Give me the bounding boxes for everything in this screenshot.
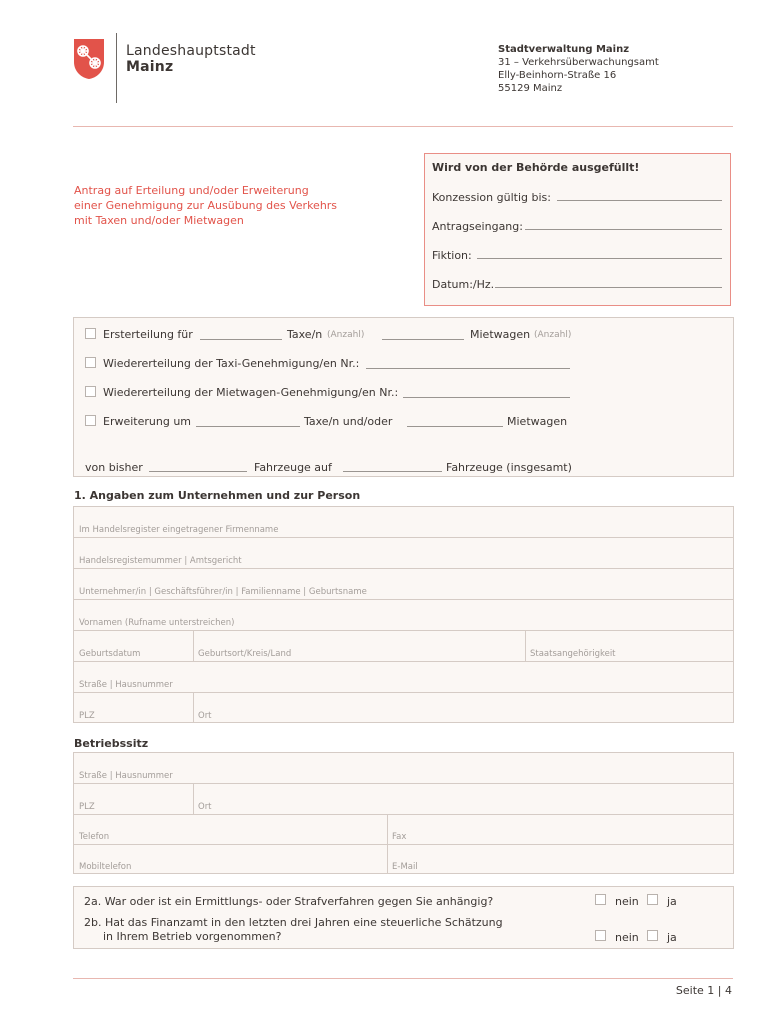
vehicles-mid-label: Fahrzeuge auf [254, 461, 332, 474]
grid-separator [74, 692, 733, 693]
renew-rental-checkbox[interactable] [85, 386, 96, 397]
authority-field-label: Datum:/Hz. [432, 278, 495, 291]
footer-rule [73, 978, 733, 979]
extension-checkbox[interactable] [85, 415, 96, 426]
grid-separator [74, 568, 733, 569]
license-valid-field[interactable] [557, 200, 722, 201]
page-number: Seite 1 | 4 [675, 984, 732, 997]
first-grant-checkbox[interactable] [85, 328, 96, 339]
first-names-field[interactable]: Vornamen (Rufname unterstreichen) [79, 618, 235, 628]
address-line: Elly-Beinhorn-Straße 16 [498, 70, 617, 81]
authority-field-label: Fiktion: [432, 249, 472, 262]
question-2a: 2a. War oder ist ein Ermittlungs- oder Strafverfahren gegen Sie anhängig? [84, 895, 494, 908]
vehicles-total-count-field[interactable] [343, 471, 442, 472]
date-initials-field[interactable] [495, 287, 722, 288]
section1-form-grid [73, 506, 734, 723]
business-seat-form-grid [73, 752, 734, 874]
fax-field[interactable]: Fax [392, 832, 407, 842]
form-title-line1: Antrag auf Erteilung und/oder Erweiterung [74, 184, 309, 197]
grid-separator [193, 783, 194, 814]
yes-label: ja [667, 895, 677, 908]
entrepreneur-name-field[interactable]: Unternehmer/in | Geschäftsführer/in | Familienname | Geburtsname [79, 587, 367, 597]
renew-taxi-label: Wiedererteilung der Taxi-Genehmigung/en Nr.: [103, 357, 360, 370]
authority-field-label: Antragseingang: [432, 220, 523, 233]
yes-label: ja [667, 931, 677, 944]
no-label: nein [615, 895, 639, 908]
application-receipt-field[interactable] [525, 229, 722, 230]
grid-separator [193, 630, 194, 661]
phone-field[interactable]: Telefon [79, 832, 110, 842]
section1-title: 1. Angaben zum Unternehmen und zur Person [74, 489, 361, 502]
grid-separator [74, 814, 733, 815]
email-field[interactable]: E-Mail [392, 862, 418, 872]
header-rule [73, 126, 733, 127]
renew-rental-label: Wiedererteilung der Mietwagen-Genehmigung/en Nr.: [103, 386, 399, 399]
renew-rental-number-field[interactable] [403, 397, 570, 398]
authority-field-label: Konzession gültig bis: [432, 191, 551, 204]
renew-taxi-checkbox[interactable] [85, 357, 96, 368]
zip-field[interactable]: PLZ [79, 711, 95, 721]
nationality-field[interactable]: Staatsangehörigkeit [530, 649, 616, 659]
header-divider [116, 33, 117, 103]
street-field[interactable]: Straße | Hausnummer [79, 680, 173, 690]
register-number-field[interactable]: Handelsregistemummer | Amtsgericht [79, 556, 242, 566]
grid-separator [387, 814, 388, 874]
count-hint: (Anzahl) [534, 330, 572, 340]
grid-separator [74, 661, 733, 662]
business-zip-field[interactable]: PLZ [79, 802, 95, 812]
extension-rental-count-field[interactable] [407, 426, 503, 427]
business-city-field[interactable]: Ort [198, 802, 212, 812]
form-title-line3: mit Taxen und/oder Mietwagen [74, 214, 244, 227]
grid-separator [525, 630, 526, 661]
birthplace-field[interactable]: Geburtsort/Kreis/Land [198, 649, 292, 659]
first-grant-taxi-count-field[interactable] [200, 339, 282, 340]
grid-separator [74, 537, 733, 538]
grid-separator [74, 783, 733, 784]
mainz-coat-of-arms-logo [73, 38, 105, 80]
mobile-field[interactable]: Mobiltelefon [79, 862, 132, 872]
question-2b-line1: 2b. Hat das Finanzamt in den letzten drei Jahren eine steuerliche Schätzung [84, 916, 503, 929]
address-line: 55129 Mainz [498, 83, 563, 94]
city-title-line2: Mainz [126, 59, 174, 75]
q2a-yes-checkbox[interactable] [647, 894, 658, 905]
no-label: nein [615, 931, 639, 944]
authority-box-title: Wird von der Behörde ausgefüllt! [432, 161, 640, 174]
city-title-line1: Landeshauptstadt [126, 43, 256, 59]
extension-taxi-count-field[interactable] [196, 426, 300, 427]
extension-label: Erweiterung um [103, 415, 192, 428]
rental-car-label: Mietwagen [470, 328, 531, 341]
birthdate-field[interactable]: Geburtsdatum [79, 649, 141, 659]
q2a-no-checkbox[interactable] [595, 894, 606, 905]
vehicles-end-label: Fahrzeuge (insgesamt) [446, 461, 572, 474]
business-street-field[interactable]: Straße | Hausnummer [79, 771, 173, 781]
city-field[interactable]: Ort [198, 711, 212, 721]
first-grant-rental-count-field[interactable] [382, 339, 464, 340]
address-line: 31 – Verkehrsüberwachungsamt [498, 57, 659, 68]
count-hint: (Anzahl) [327, 330, 365, 340]
rental-car-label: Mietwagen [507, 415, 568, 428]
business-seat-title: Betriebssitz [74, 737, 149, 750]
q2b-no-checkbox[interactable] [595, 930, 606, 941]
company-name-field[interactable]: Im Handelsregister eingetragener Firmenname [79, 525, 279, 535]
taxi-andor-label: Taxe/n und/oder [304, 415, 393, 428]
renew-taxi-number-field[interactable] [366, 368, 570, 369]
grid-separator [74, 630, 733, 631]
grid-separator [193, 692, 194, 723]
authority-box [424, 153, 731, 306]
vehicles-current-count-field[interactable] [149, 471, 247, 472]
grid-separator [74, 599, 733, 600]
question-2b-line2: in Ihrem Betrieb vorgenommen? [103, 930, 282, 943]
q2b-yes-checkbox[interactable] [647, 930, 658, 941]
vehicles-from-label: von bisher [85, 461, 143, 474]
address-line: Stadtverwaltung Mainz [498, 44, 630, 55]
grid-separator [74, 844, 733, 845]
first-grant-label: Ersterteilung für [103, 328, 193, 341]
form-title-line2: einer Genehmigung zur Ausübung des Verkehrs [74, 199, 338, 212]
fiction-field[interactable] [477, 258, 722, 259]
taxi-label: Taxe/n [287, 328, 323, 341]
